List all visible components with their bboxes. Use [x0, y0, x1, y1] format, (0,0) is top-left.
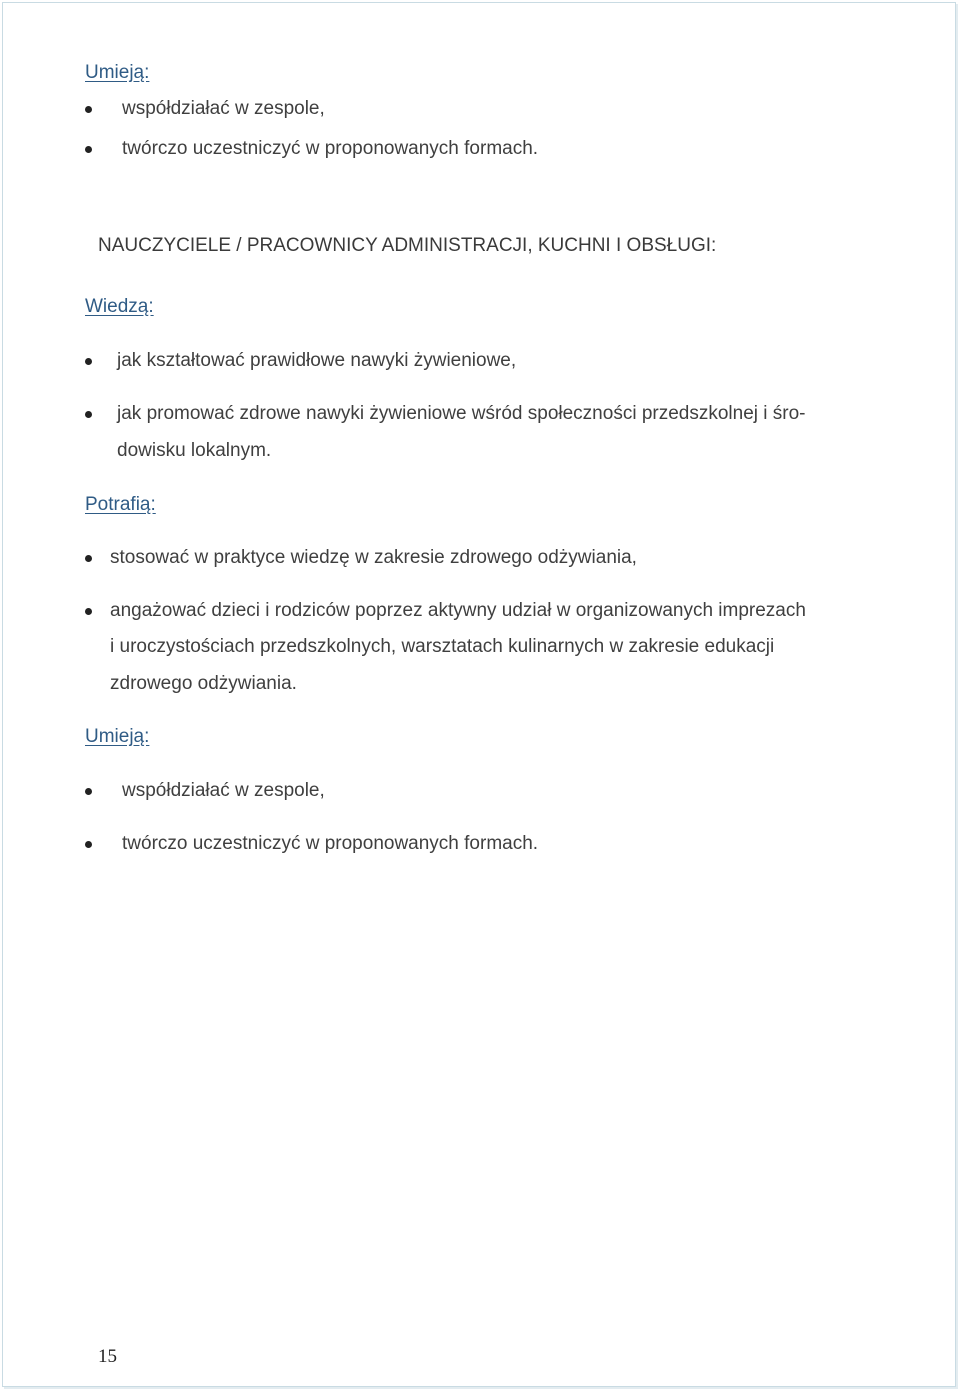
section-heading-umieja: Umieją: [85, 726, 150, 747]
staff-heading: NAUCZYCIELE / PRACOWNICY ADMINISTRACJI, KUCHNI I OBSŁUGI: [98, 235, 717, 256]
list-item: jak promować zdrowe nawyki żywieniowe wśród społeczności przedszkolnej i śro- [117, 403, 806, 424]
section-heading-potrafia: Potrafią: [85, 494, 156, 515]
list-item: współdziałać w zespole, [122, 98, 325, 119]
list-item: angażować dzieci i rodziców poprzez aktywny udział w organizowanych imprezach [110, 600, 806, 621]
list-item: współdziałać w zespole, [122, 780, 325, 801]
section-heading-wiedza: Wiedzą: [85, 296, 154, 317]
list-item: stosować w praktyce wiedzę w zakresie zdrowego odżywiania, [110, 547, 637, 568]
bullet-icon [85, 788, 92, 795]
bullet-icon [85, 146, 92, 153]
list-item: jak kształtować prawidłowe nawyki żywieniowe, [117, 350, 517, 371]
bullet-icon [85, 841, 92, 848]
bullet-icon [85, 608, 92, 615]
list-item-continuation: zdrowego odżywiania. [110, 673, 297, 694]
list-item-continuation: dowisku lokalnym. [117, 440, 272, 461]
page-number: 15 [98, 1346, 117, 1367]
list-item-continuation: i uroczystościach przedszkolnych, warsztatach kulinarnych w zakresie edukacji [110, 636, 775, 657]
bullet-icon [85, 555, 92, 562]
bullet-icon [85, 358, 92, 365]
list-item: twórczo uczestniczyć w proponowanych formach. [122, 138, 539, 159]
bullet-icon [85, 411, 92, 418]
section-heading-umieja-top: Umieją: [85, 62, 150, 83]
bullet-icon [85, 106, 92, 113]
list-item: twórczo uczestniczyć w proponowanych formach. [122, 833, 539, 854]
